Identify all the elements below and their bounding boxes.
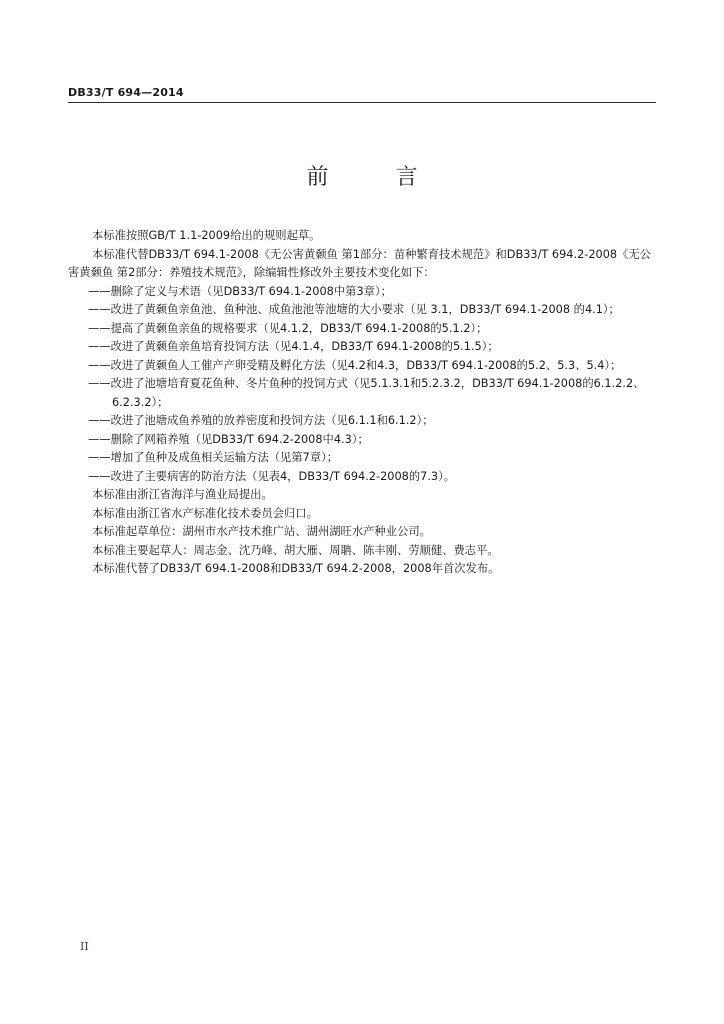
document-code: DB33/T 694—2014 (68, 86, 184, 99)
change-item: ——增加了鱼种及成鱼相关运输方法（见第7章）； (88, 451, 339, 464)
committee-paragraph: 本标准由浙江省水产标准化技术委员会归口。 (92, 506, 318, 520)
page-number: II (80, 940, 89, 953)
change-item: ——提高了黄颡鱼亲鱼的规格要求（见4.1.2，DB33/T 694.1-2008的5.1.2）； (88, 321, 488, 335)
change-item: ——改进了池塘培育夏花鱼种、冬片鱼种的投饲方式（见5.1.3.1和5.2.3.2，DB33/T 694.1-2008的6.1.2.2、6.2.3.2）； (88, 377, 645, 409)
change-item: ——改进了黄颡鱼亲鱼培育投饲方法（见4.1.4，DB33/T 694.1-2008的5.1.5）； (88, 340, 499, 353)
intro-paragraph-1: 本标准按照GB/T 1.1-2009给出的规则起草。 (92, 229, 321, 242)
drafters-paragraph: 本标准主要起草人：周志金、沈乃峰、胡大雁、周聃、陈丰刚、劳顺健、费志平。 (92, 543, 499, 557)
foreword-body (68, 227, 658, 579)
change-item: ——改进了黄颡鱼亲鱼池、鱼种池、成鱼池池等池塘的大小要求（见 3.1，DB33/T 694.1-2008 的4.1）； (88, 303, 620, 316)
change-item: ——改进了黄颡鱼人工催产产卵受精及孵化方法（见4.2和4.3，DB33/T 694.1-2008的5.2、5.3、5.4）； (88, 358, 622, 372)
header-divider (68, 102, 656, 103)
proposer-paragraph: 本标准由浙江省海洋与渔业局提出。 (92, 488, 273, 501)
intro-paragraph-2: 本标准代替DB33/T 694.1-2008《无公害黄颡鱼 第1部分：苗种繁育技术规范》和DB33/T 694.2-2008《无公害黄颡鱼 第2部分：养殖技术规范》，除编辑性修改外主要技术变化如下： (68, 247, 651, 279)
change-item: ——删除了网箱养殖（见DB33/T 694.2-2008中4.3）； (88, 432, 369, 446)
drafting-units-paragraph: 本标准起草单位：湖州市水产技术推广站、湖州湖旺水产种业公司。 (92, 525, 431, 538)
change-item: ——删除了定义与术语（见DB33/T 694.1-2008中第3章）； (88, 284, 392, 298)
change-item: ——改进了池塘成鱼养殖的放养密度和投饲方法（见6.1.1和6.1.2）； (88, 414, 434, 427)
replacement-history-paragraph: 本标准代替了DB33/T 694.1-2008和DB33/T 694.2-2008，2008年首次发布。 (92, 562, 500, 575)
page-title: 前 言 (306, 165, 448, 190)
change-item: ——改进了主要病害的防治方法（见表4，DB33/T 694.2-2008的7.3）。 (88, 469, 456, 483)
